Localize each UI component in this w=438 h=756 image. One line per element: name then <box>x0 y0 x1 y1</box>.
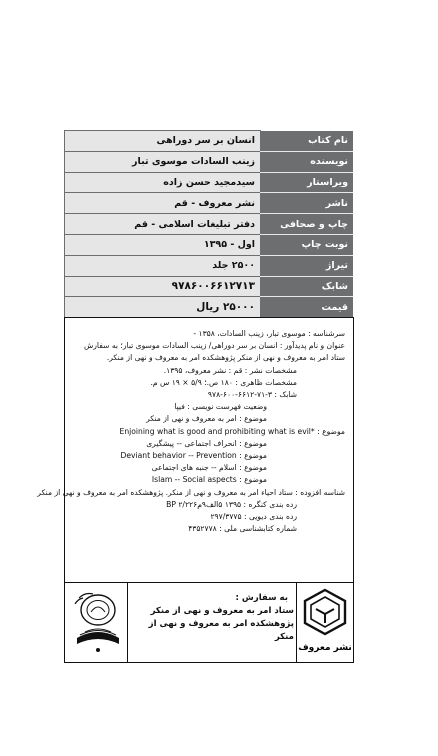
spec-row-edition <box>65 234 354 255</box>
cip-line: مشخصات ظاهری : ۱۸۰ ص.؛ ۵/۹ × ۱۹ س م. <box>150 377 297 387</box>
spec-row-publisher <box>65 193 354 214</box>
cip-line: شناسه افزوده : ستاد احیاء امر به معروف و نهی از منکر. پژوهشکده امر به معروف و نهی از منکر <box>37 487 345 497</box>
institute-seal-icon <box>67 590 125 656</box>
spec-label: ویراستار <box>261 172 354 193</box>
publisher-logo-text: نشر معروف <box>298 643 352 653</box>
cip-line: موضوع : Islam -- Social aspects <box>151 475 267 485</box>
cip-line: موضوع : اسلام -- جنبه های اجتماعی <box>151 463 267 473</box>
spec-label: تیراژ <box>261 255 354 276</box>
spec-label: نوبت چاپ <box>261 234 354 255</box>
cataloging-record <box>37 328 345 535</box>
cip-line: رده بندی دیویی : ۲۹۷/۳۷۷۵ <box>210 512 297 522</box>
spec-value: نشر معروف - قم <box>65 193 261 214</box>
spec-value: ۲۵۰۰ جلد <box>65 255 261 276</box>
spec-label: نام کتاب <box>261 131 354 152</box>
spec-value: سیدمجید حسن زاده <box>65 172 261 193</box>
spec-value: ۹۷۸۶۰۰۶۶۱۲۷۱۳ <box>65 276 261 297</box>
commission-org: پژوهشکده امر به معروف و نهی از منکر <box>148 619 294 642</box>
box-divider <box>296 582 297 662</box>
book-specs-table <box>64 130 353 318</box>
spec-value: اول - ۱۳۹۵ <box>65 234 261 255</box>
spec-row-circulation <box>65 255 354 276</box>
cip-line: مشخصات نشر : قم : نشر معروف، ۱۳۹۵. <box>163 365 297 375</box>
spec-row-author <box>65 151 354 172</box>
spec-label: قیمت <box>261 297 354 318</box>
spec-label: نویسنده <box>261 151 354 172</box>
spec-label: چاپ و صحافی <box>261 214 354 235</box>
spec-value: انسان بر سر دوراهی <box>65 131 261 152</box>
spec-value: زینب السادات موسوی تبار <box>65 151 261 172</box>
spec-value: دفتر تبلیغات اسلامی - قم <box>65 214 261 235</box>
spec-value: ۲۵۰۰۰ ریال <box>65 297 261 318</box>
cip-line: شابک : ۳-۷۱-۶۶۱۲-۶۰۰-۹۷۸ <box>207 390 297 400</box>
commission-block <box>129 592 294 644</box>
spec-row-isbn <box>65 276 354 297</box>
cip-line: ستاد امر به معروف و نهی از منکر پژوهشکده امر به معروف و نهی از منکر. <box>106 353 345 363</box>
spec-row-price <box>65 297 354 318</box>
spec-row-printing <box>65 214 354 235</box>
cip-line: شماره کتابشناسی ملی : ۴۳۵۲۷۷۸ <box>188 524 297 534</box>
cip-line: موضوع : انحراف اجتماعی -- پیشگیری <box>146 438 267 448</box>
spec-label: ناشر <box>261 193 354 214</box>
spec-row-editor <box>65 172 354 193</box>
cip-line: عنوان و نام پدیدآور : انسان بر سر دوراهی/ زینب السادات موسوی تبار؛ به سفارش <box>83 341 345 351</box>
cip-line: موضوع : امر به معروف و نهی از منکر <box>146 414 267 424</box>
spec-row-title <box>65 131 354 152</box>
box-divider <box>127 582 128 662</box>
spec-label: شابک <box>261 276 354 297</box>
cip-line: موضوع : *Enjoining what is good and prohibiting what is evil <box>119 426 345 436</box>
publisher-logo-icon <box>299 586 351 656</box>
cip-line: رده بندی کنگره : ۱۳۹۵ ۵الف۹م۲/۲۲۶ BP <box>166 499 297 509</box>
cip-line: موضوع : Deviant behavior -- Prevention <box>120 451 267 461</box>
commission-by: به سفارش : <box>235 593 288 603</box>
commission-org: ستاد امر به معروف و نهی از منکر <box>150 606 294 616</box>
cip-line: سرشناسه : موسوی تبار، زینب السادات، ۱۳۵۸ - <box>193 329 345 338</box>
cataloging-box <box>37 317 354 663</box>
box-divider <box>65 582 353 583</box>
cip-line: وضعیت فهرست نویسی : فیپا <box>174 402 267 412</box>
